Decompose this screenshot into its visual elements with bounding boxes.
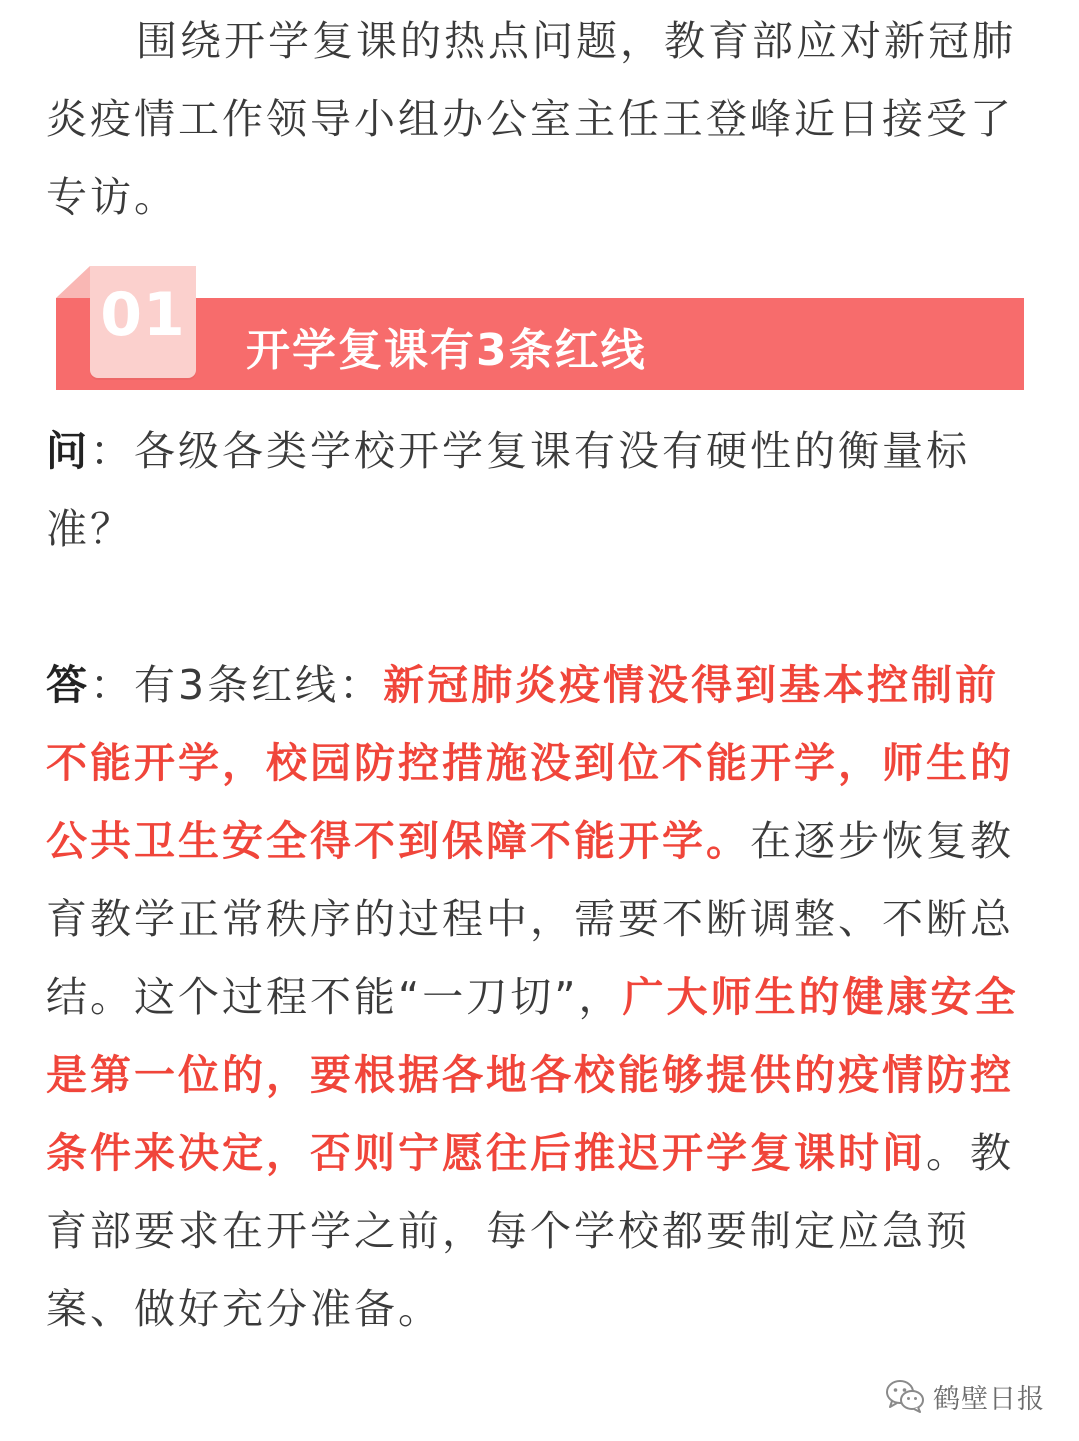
question-paragraph [46,412,1036,568]
answer-text-emergency-plan: 。教育部要求在开学之前，每个学校都要制定应急预案、做好充分准备。 [46,1129,1014,1333]
answer-lead: 有3条红线： [134,661,384,709]
section-number: 01 [100,280,186,350]
wechat-icon [885,1379,925,1413]
answer-highlight-red-lines: 新冠肺炎疫情没得到基本控制前不能开学，校园防控措施没到位不能开学，师生的公共卫生安全得不到保障不能开学。 [46,661,1014,865]
section-heading [56,266,1024,392]
answer-text-process: 在逐步恢复教育教学正常秩序的过程中，需要不断调整、不断总结。这个过程不能“一刀切”， [46,817,1014,1021]
question-label: 问 [46,427,90,475]
watermark [885,1378,1045,1414]
watermark-text: 鹤壁日报 [933,1383,1045,1415]
answer-label: 答 [46,661,90,709]
question-colon: ： [90,427,134,475]
answer-highlight-health-first: 广大师生的健康安全是第一位的，要根据各地各校能够提供的疫情防控条件来决定，否则宁愿往后推迟开学复课时间 [46,973,1019,1177]
intro-text: 围绕开学复课的热点问题，教育部应对新冠肺炎疫情工作领导小组办公室主任王登峰近日接受了专访。 [46,17,1016,221]
section-heading-fold [56,266,90,298]
question-text: 各级各类学校开学复课有没有硬性的衡量标准？ [46,427,970,553]
answer-colon: ： [90,661,134,709]
intro-paragraph [46,2,1036,236]
answer-paragraph [46,646,1036,1348]
section-title: 开学复课有3条红线 [246,325,647,376]
